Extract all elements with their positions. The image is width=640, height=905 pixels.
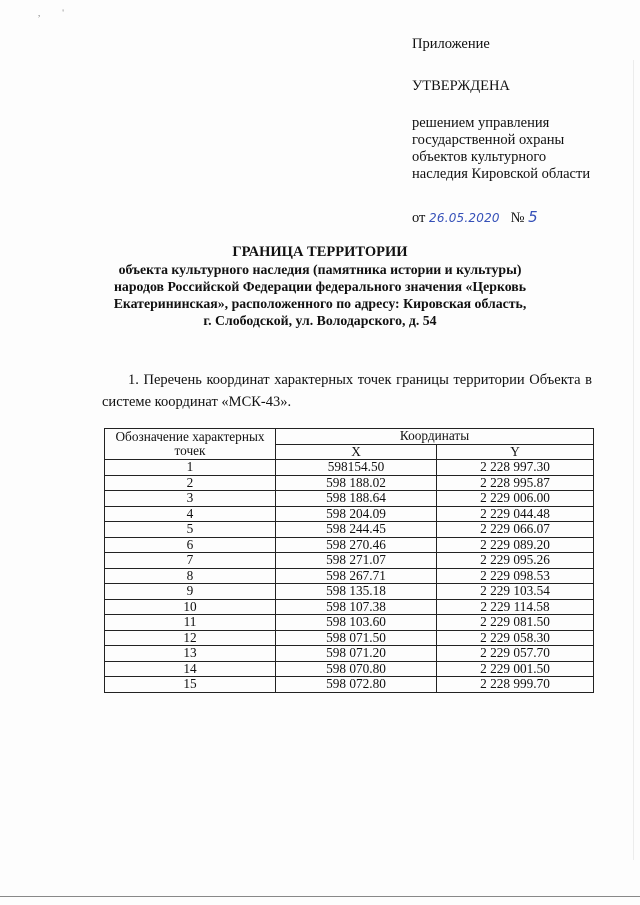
cell-x: 598 135.18 — [276, 584, 437, 600]
subtitle-line: г. Слободской, ул. Володарского, д. 54 — [203, 313, 437, 328]
table-row — [105, 677, 594, 693]
table-row — [105, 646, 594, 662]
handwritten-number: 5 — [528, 208, 538, 226]
cell-y: 2 229 057.70 — [437, 646, 594, 662]
cell-point: 14 — [105, 661, 276, 677]
cell-x: 598 071.20 — [276, 646, 437, 662]
cell-x: 598 107.38 — [276, 599, 437, 615]
coordinates-body — [105, 460, 594, 693]
scan-edge — [633, 60, 634, 860]
header-coordinates: Координаты — [276, 429, 594, 445]
cell-y: 2 229 098.53 — [437, 568, 594, 584]
cell-point: 4 — [105, 506, 276, 522]
handwritten-date: 26.05.2020 — [429, 211, 500, 225]
cell-point: 1 — [105, 460, 276, 476]
cell-y: 2 228 995.87 — [437, 475, 594, 491]
table-row — [105, 584, 594, 600]
approval-block — [412, 36, 632, 227]
document-title: ГРАНИЦА ТЕРРИТОРИИ — [232, 244, 408, 260]
decision-text — [412, 115, 632, 183]
cell-point: 9 — [105, 584, 276, 600]
cell-x: 598 244.45 — [276, 522, 437, 538]
table-row — [105, 615, 594, 631]
cell-y: 2 228 999.70 — [437, 677, 594, 693]
decision-line: решением управления — [412, 115, 550, 131]
cell-x: 598 270.46 — [276, 537, 437, 553]
cell-point: 13 — [105, 646, 276, 662]
cell-x: 598154.50 — [276, 460, 437, 476]
date-prefix: от — [412, 210, 426, 226]
cell-point: 7 — [105, 553, 276, 569]
table-row — [105, 460, 594, 476]
scan-specks: , ' — [38, 8, 64, 18]
table-row — [105, 506, 594, 522]
cell-x: 598 267.71 — [276, 568, 437, 584]
cell-x: 598 071.50 — [276, 630, 437, 646]
cell-x: 598 072.80 — [276, 677, 437, 693]
cell-x: 598 188.02 — [276, 475, 437, 491]
date-line — [412, 209, 632, 227]
subtitle-line: Екатерининская», расположенного по адресу: Кировская область, — [113, 296, 527, 311]
cell-point: 6 — [105, 537, 276, 553]
cell-x: 598 271.07 — [276, 553, 437, 569]
cell-y: 2 229 095.26 — [437, 553, 594, 569]
decision-line: государственной охраны — [412, 132, 565, 148]
table-row — [105, 475, 594, 491]
cell-point: 10 — [105, 599, 276, 615]
table-row — [105, 537, 594, 553]
cell-y: 2 229 044.48 — [437, 506, 594, 522]
cell-point: 12 — [105, 630, 276, 646]
cell-y: 2 229 058.30 — [437, 630, 594, 646]
cell-point: 3 — [105, 491, 276, 507]
header-points: Обозначение характерных точек — [105, 429, 276, 460]
cell-y: 2 229 081.50 — [437, 615, 594, 631]
table-row — [105, 522, 594, 538]
header-y: Y — [437, 444, 594, 460]
table-row — [105, 553, 594, 569]
intro-paragraph: 1. Перечень координат характерных точек границы территории Объекта в системе координат «МСК-43». — [102, 371, 592, 410]
coordinates-table — [104, 428, 594, 693]
cell-y: 2 229 001.50 — [437, 661, 594, 677]
table-row — [105, 661, 594, 677]
table-row — [105, 568, 594, 584]
cell-point: 5 — [105, 522, 276, 538]
cell-x: 598 204.09 — [276, 506, 437, 522]
subtitle-line: объекта культурного наследия (памятника истории и культуры) — [118, 262, 522, 277]
table-row — [105, 630, 594, 646]
cell-y: 2 229 066.07 — [437, 522, 594, 538]
header-x: X — [276, 444, 437, 460]
approved-label: УТВЕРЖДЕНА — [412, 78, 510, 94]
table-row — [105, 491, 594, 507]
subtitle-line: народов Российской Федерации федерального значения «Церковь — [113, 279, 527, 294]
cell-y: 2 229 089.20 — [437, 537, 594, 553]
number-prefix: № — [510, 210, 525, 226]
cell-y: 2 228 997.30 — [437, 460, 594, 476]
cell-x: 598 070.80 — [276, 661, 437, 677]
cell-point: 2 — [105, 475, 276, 491]
cell-y: 2 229 103.54 — [437, 584, 594, 600]
cell-x: 598 103.60 — [276, 615, 437, 631]
cell-point: 8 — [105, 568, 276, 584]
decision-line: объектов культурного — [412, 149, 547, 165]
page-bottom-edge — [0, 896, 640, 897]
cell-point: 15 — [105, 677, 276, 693]
cell-x: 598 188.64 — [276, 491, 437, 507]
table-row — [105, 599, 594, 615]
decision-line: наследия Кировской области — [412, 166, 591, 182]
appendix-label: Приложение — [412, 36, 490, 52]
cell-point: 11 — [105, 615, 276, 631]
cell-y: 2 229 006.00 — [437, 491, 594, 507]
cell-y: 2 229 114.58 — [437, 599, 594, 615]
document-heading — [60, 243, 580, 329]
